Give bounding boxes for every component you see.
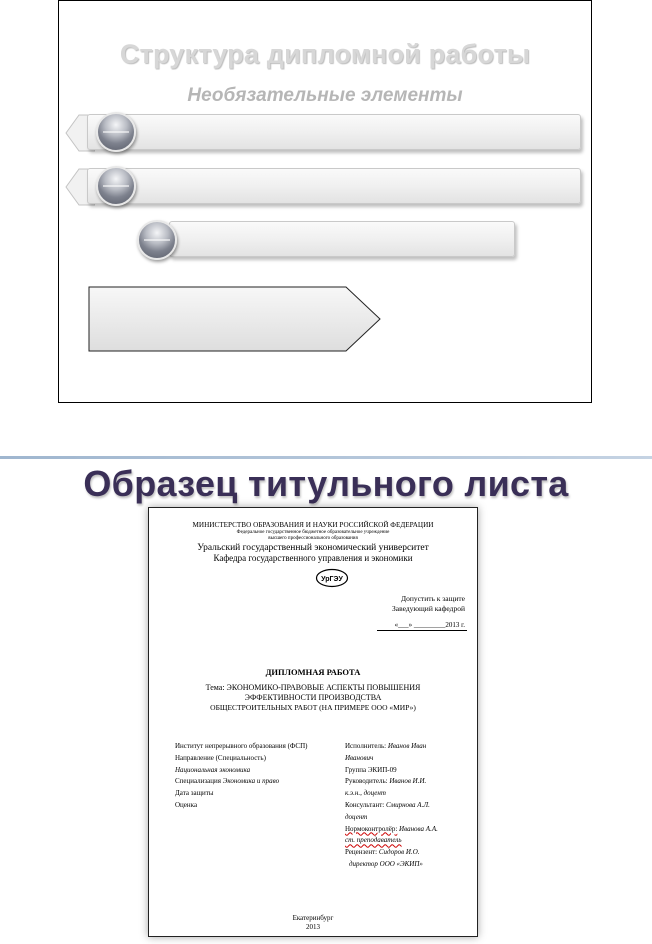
reviewer-title: директор ООО «ЭКИП» [349,859,423,868]
structure-bar-3 [169,221,515,257]
slide2-title: Образец титульного листа [83,463,569,504]
reviewer-line [345,847,438,859]
title-page-sample [148,507,478,937]
department-name: Кафедра государственного управления и экономики [213,553,413,563]
university-name: Уральский государственный экономический университет [197,543,429,553]
logo-text: УрГЭУ [321,575,343,583]
reviewer-value: Сидоров И.О. [378,848,420,857]
supervisor-title: к.э.н., доцент [345,789,386,798]
supervisor-line [345,776,438,788]
institute-line: Институт непрерывного образования (ФСП) [175,742,308,750]
bullet-ball-icon [96,112,136,152]
consultant-label: Консультант: [345,800,385,809]
group-line: Группа ЭКИП-09 [345,765,397,774]
specialization-value: Экономика и право [222,777,280,786]
structure-bar-1 [87,114,581,150]
slide-divider [0,456,652,459]
normcontrol-value: Иванова А.А. [399,824,438,833]
specialization-label: Специализация [175,777,222,786]
executor-line [345,741,438,753]
federal-line: Федеральное государственное бюджетное образовательное учреждение [236,530,390,535]
normcontrol-label: Нормоконтролёр: [345,824,398,833]
defense-date-label: Дата защиты [175,789,214,798]
consultant-title: доцент [345,812,368,821]
right-info-column [345,741,438,871]
consultant-line [345,800,438,812]
left-info-column [175,741,308,812]
slide1-subtitle: Необязательные элементы [187,85,463,106]
signature-line [377,630,467,631]
supervisor-value: Иванов И.И. [389,777,427,786]
reviewer-label: Рецензент: [345,848,378,857]
higher-education-line: высшего профессионального образования [268,536,358,541]
document-type: ДИПЛОМНАЯ РАБОТА [265,667,361,677]
normcontrol-title: ст. преподаватель [345,836,402,845]
university-logo-icon [315,568,349,588]
topic-line-2: ЭФФЕКТИВНОСТИ ПРОИЗВОДСТВА [244,693,382,702]
bullet-ball-icon [96,166,136,206]
direction-label: Направление (Специальность) [175,753,266,762]
specialization-line [175,776,308,788]
ministry-line: МИНИСТЕРСТВО ОБРАЗОВАНИЯ И НАУКИ РОССИЙСКОЙ ФЕДЕРАЦИИ [192,521,434,529]
slide1-title: Структура дипломной работы [119,39,531,69]
city-label: Екатеринбург [292,914,334,922]
supervisor-label: Руководитель: [345,777,388,786]
structure-bar-2 [87,168,581,204]
consultant-value: Смирнова А.Л. [385,800,430,809]
year-label: 2013 [306,923,320,931]
grade-label: Оценка [175,800,198,809]
bullet-ball-icon [137,220,177,260]
approval-date-line: «___» _________2013 г. [394,621,465,629]
arrow-box-shape [88,286,382,352]
topic-line-3: ОБЩЕСТРОИТЕЛЬНЫХ РАБОТ (НА ПРИМЕРЕ ООО «МИР») [210,703,416,712]
direction-value: Национальная экономика [175,765,251,774]
admit-label: Допустить к защите [400,594,465,603]
normcontrol-line [345,824,438,836]
head-of-department-label: Заведующий кафедрой [392,604,465,613]
topic-line-1: Тема: ЭКОНОМИКО-ПРАВОВЫЕ АСПЕКТЫ ПОВЫШЕНИЯ [205,683,421,692]
executor-value: Иванов Иван [387,742,427,750]
executor-patronymic: Иванович [345,753,374,762]
executor-label: Исполнитель: [345,742,387,750]
